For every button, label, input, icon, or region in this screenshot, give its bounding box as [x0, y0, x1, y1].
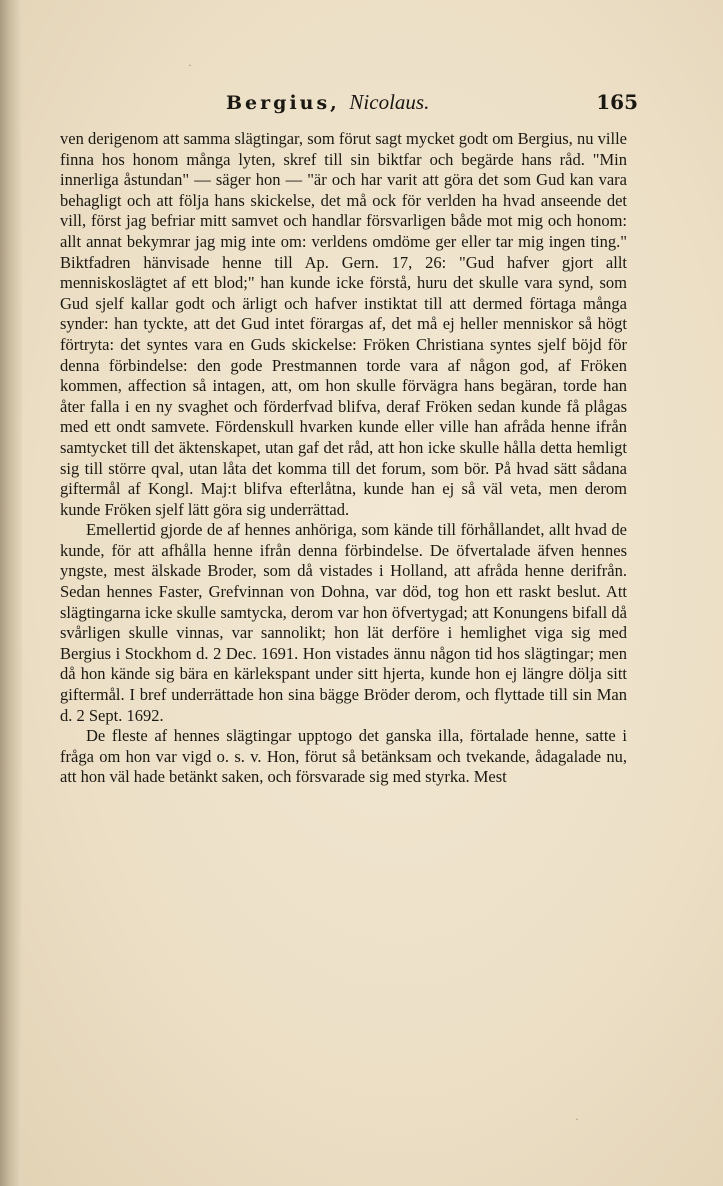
- running-head: [118, 90, 638, 120]
- paragraph-1: ven derigenom att samma slägtingar, som förut sagt mycket godt om Bergius, nu ville finna hos honom många lyten, skref till sin biktfar och begärde hans råd. "Min innerliga åstundan" — säger hon — "är och har varit att göra det som Gud kan vara behagligt och att följa hans skickelse, det må ock för verlden ha hvad anseende det vill, först jag befriar mitt samvet och handlar försvarligen både mot mig och honom: allt annat bekymrar jag mig inte om: verldens omdöme ger eller tar mig ingen ting." Biktfadren hänvisade henne till Ap. Gern. 17, 26: "Gud hafver gjort allt menniskoslägtet af ett blod;" han kunde icke förstå, huru det skulle vara synd, som Gud sjelf kallar godt och ärligt och hafver instiktat till att dermed förtaga många synder: han tyckte, att det Gud intet förargas af, det må ej heller menniskor så högt förtryta: det syntes vara en Guds skickelse: Fröken Christiana syntes sjelf böjd för denna förbindelse: den gode Prestmannen torde vara af någon god, af Fröken kommen, affection så intagen, att, om hon skulle förvägra hans begäran, torde han åter falla i en ny svaghet och förderfvad blifva, deraf Fröken sedan kunde få plågas med ett ondt samvete. Fördenskull hvarken kunde eller ville han afråda henne ifrån samtycket till det äktenskapet, utan gaf det råd, att hon icke skulle hålla detta hemligt sig till större qval, utan låta det komma till det forum, som bör. På hvad sätt sådana giftermål af Kongl. Maj:t blifva efterlåtna, kunde han ej så väl veta, men derom kunde Fröken sjelf lätt göra sig underrättad.: [60, 129, 627, 519]
- page-number: 165: [596, 90, 638, 114]
- body-text: [60, 129, 627, 788]
- running-head-surname: Bergius,: [226, 92, 340, 114]
- page-gutter: [0, 0, 22, 1186]
- running-head-name: [226, 90, 429, 115]
- paragraph-3: De fleste af hennes slägtingar upptogo det ganska illa, förtalade henne, satte i fråga om hon var vigd o. s. v. Hon, förut så betänksam och tvekande, ådagalade nu, att hon väl hade betänkt saken, och försvarade sig med styrka. Mest: [60, 726, 627, 787]
- paper-speck: ·: [188, 58, 192, 72]
- paragraph-2: Emellertid gjorde de af hennes anhöriga, som kände till förhållandet, allt hvad de kunde, för att afhålla henne ifrån denna förbindelse. De öfvertalade äfven hennes yngste, mest älskade Broder, som då vistades i Holland, att afråda henne derifrån. Sedan hennes Faster, Grefvinnan von Dohna, var död, tog hon ett raskt beslut. Att slägtingarna icke skulle samtycka, derom var hon öfvertygad; att Konungens bifall då svårligen skulle vinnas, var sannolikt; hon lät derföre i hemlighet viga sig med Bergius i Stockhom d. 2 Dec. 1691. Hon vistades ännu någon tid hos slägtingar; men då hon kände sig bära en kärlekspant under sitt hjerta, kunde hon ej längre dölja sitt giftermål. I bref underrättade hon sina bägge Bröder derom, och flyttade till sin Man d. 2 Sept. 1692.: [60, 520, 627, 725]
- running-head-given-name: Nicolaus.: [349, 90, 430, 114]
- paper-speck: ·: [575, 1112, 579, 1126]
